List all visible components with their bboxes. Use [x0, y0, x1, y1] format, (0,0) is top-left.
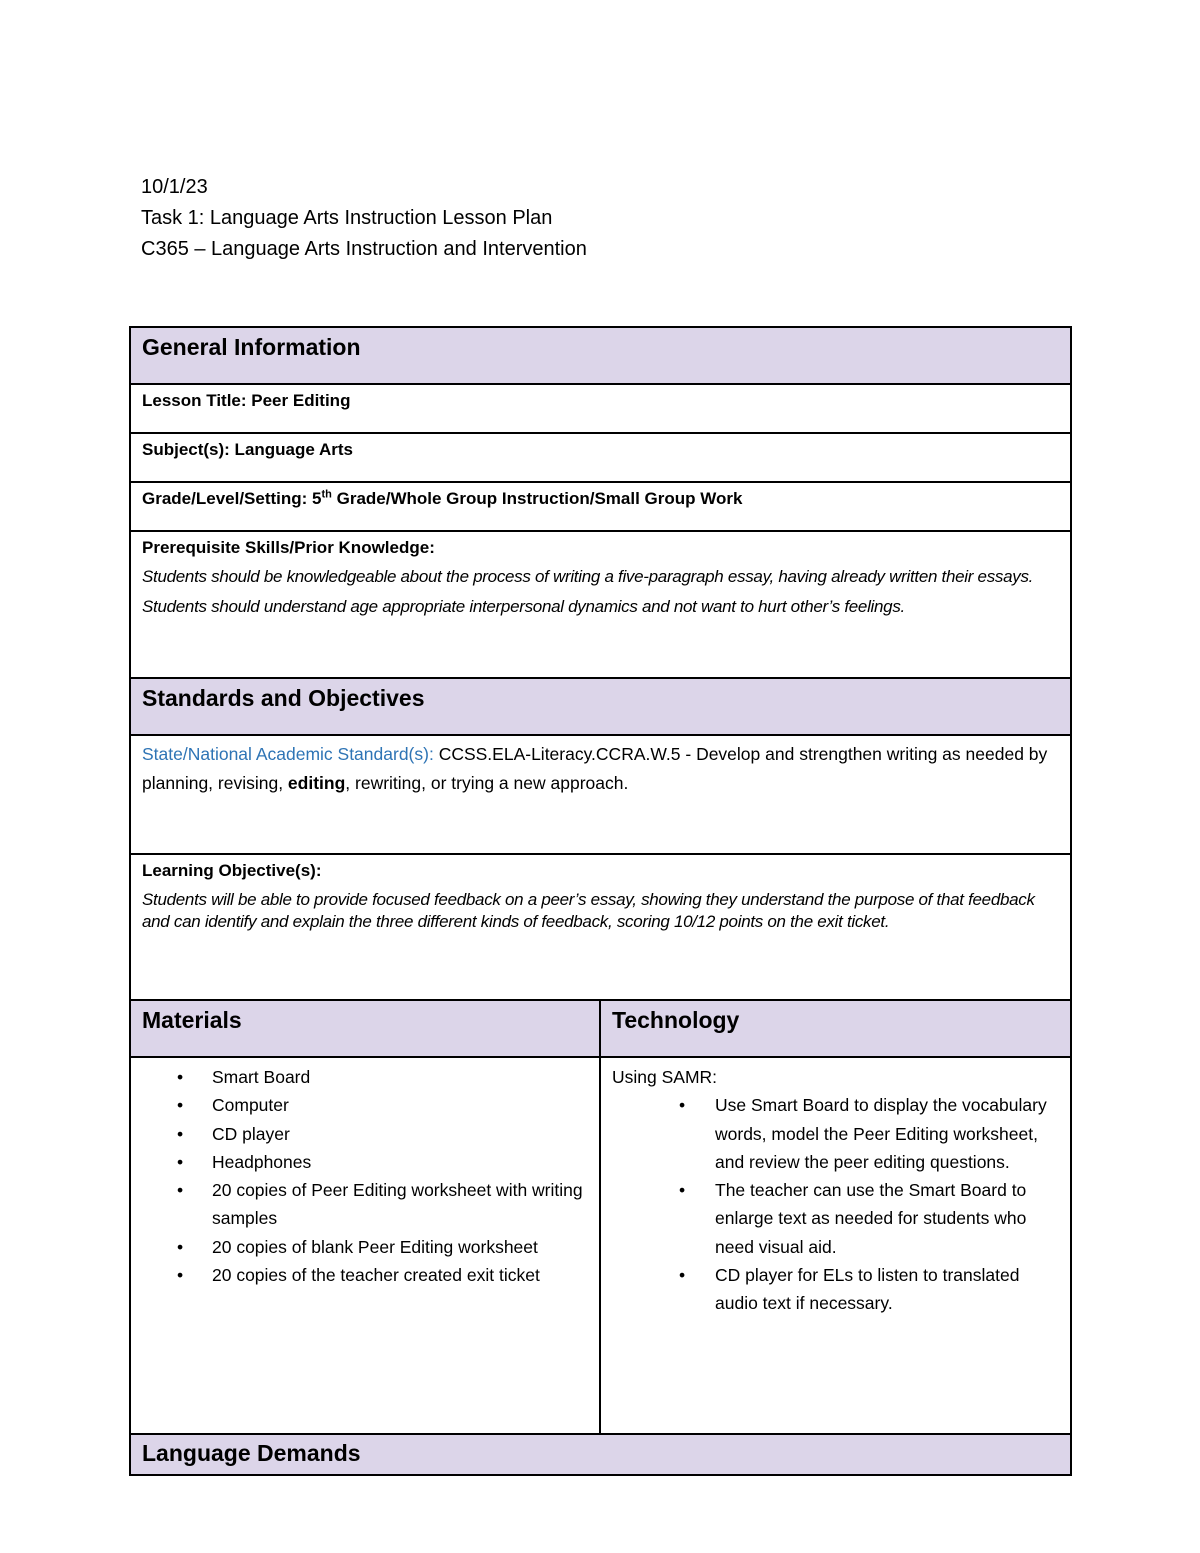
- prerequisite-row: [130, 531, 1071, 678]
- bullet-icon: •: [177, 1265, 184, 1286]
- technology-cell: [600, 1057, 1071, 1434]
- standard-text: State/National Academic Standard(s): CCSS.ELA-Literacy.CCRA.W.5 - Develop and strengthen writing as needed by planning, revising, editing, rewriting, or trying a new approach.: [142, 744, 1048, 793]
- bullet-icon: •: [177, 1236, 184, 1257]
- grade-level-setting: Grade/Level/Setting: 5th Grade/Whole Group Instruction/Small Group Work: [142, 488, 743, 508]
- bullet-icon: •: [177, 1095, 184, 1116]
- section-title: Standards and Objectives: [142, 685, 425, 711]
- general-information-header: [130, 327, 1071, 384]
- standard-label: State/National Academic Standard(s):: [142, 744, 434, 764]
- section-title: General Information: [142, 334, 361, 360]
- bullet-icon: •: [177, 1123, 184, 1144]
- document-header: [141, 172, 587, 265]
- lesson-title-row: [130, 384, 1071, 433]
- materials-list: [142, 1063, 588, 1289]
- materials-cell: [130, 1057, 600, 1434]
- technology-header: [600, 1000, 1071, 1057]
- list-item: • Computer: [142, 1091, 588, 1119]
- date: 10/1/23: [141, 176, 208, 198]
- bullet-icon: •: [679, 1095, 686, 1116]
- task-title: Task 1: Language Arts Instruction Lesson Plan: [141, 207, 553, 229]
- grade-row: [130, 482, 1071, 531]
- list-item: • Use Smart Board to display the vocabulary words, model the Peer Editing worksheet, and review the peer editing questions.: [612, 1091, 1059, 1176]
- lesson-plan-table: [129, 326, 1072, 1476]
- course-title: C365 – Language Arts Instruction and Intervention: [141, 238, 587, 260]
- subjects-row: [130, 433, 1071, 482]
- standards-objectives-header: [130, 678, 1071, 735]
- bullet-icon: •: [679, 1265, 686, 1286]
- standard-row: [130, 735, 1071, 854]
- prerequisite-text-1: Students should be knowledgeable about the process of writing a five-paragraph essay, having already written their essays.: [142, 567, 1034, 586]
- bullet-icon: •: [177, 1180, 184, 1201]
- technology-list: [612, 1091, 1059, 1317]
- bullet-icon: •: [177, 1151, 184, 1172]
- bullet-icon: •: [177, 1067, 184, 1087]
- section-title: Language Demands: [142, 1440, 361, 1466]
- language-demands-header: [130, 1434, 1071, 1475]
- prerequisite-label: Prerequisite Skills/Prior Knowledge:: [142, 538, 435, 557]
- objective-label: Learning Objective(s):: [142, 861, 322, 880]
- list-item: • The teacher can use the Smart Board to enlarge text as needed for students who need visual aid.: [612, 1176, 1059, 1261]
- materials-header: [130, 1000, 600, 1057]
- bullet-icon: •: [679, 1180, 686, 1201]
- list-item: • Smart Board: [142, 1063, 588, 1091]
- list-item: • 20 copies of the teacher created exit ticket: [142, 1261, 588, 1289]
- list-item: • 20 copies of Peer Editing worksheet with writing samples: [142, 1176, 588, 1233]
- list-item: • CD player: [142, 1120, 588, 1148]
- section-title: Materials: [142, 1007, 242, 1033]
- objective-text: Students will be able to provide focused feedback on a peer’s essay, showing they understand the purpose of that feedback and can identify and explain the three different kinds of feedback, scoring 10/12 points on the exit ticket.: [142, 890, 1035, 931]
- technology-intro: Using SAMR:: [612, 1067, 718, 1087]
- list-item: • Headphones: [142, 1148, 588, 1176]
- list-item: • 20 copies of blank Peer Editing worksheet: [142, 1233, 588, 1261]
- prerequisite-text-2: Students should understand age appropriate interpersonal dynamics and not want to hurt other’s feelings.: [142, 597, 905, 616]
- lesson-title: Lesson Title: Peer Editing: [142, 391, 351, 410]
- subjects: Subject(s): Language Arts: [142, 440, 353, 459]
- objective-row: [130, 854, 1071, 1000]
- section-title: Technology: [612, 1007, 740, 1033]
- list-item: • CD player for ELs to listen to translated audio text if necessary.: [612, 1261, 1059, 1318]
